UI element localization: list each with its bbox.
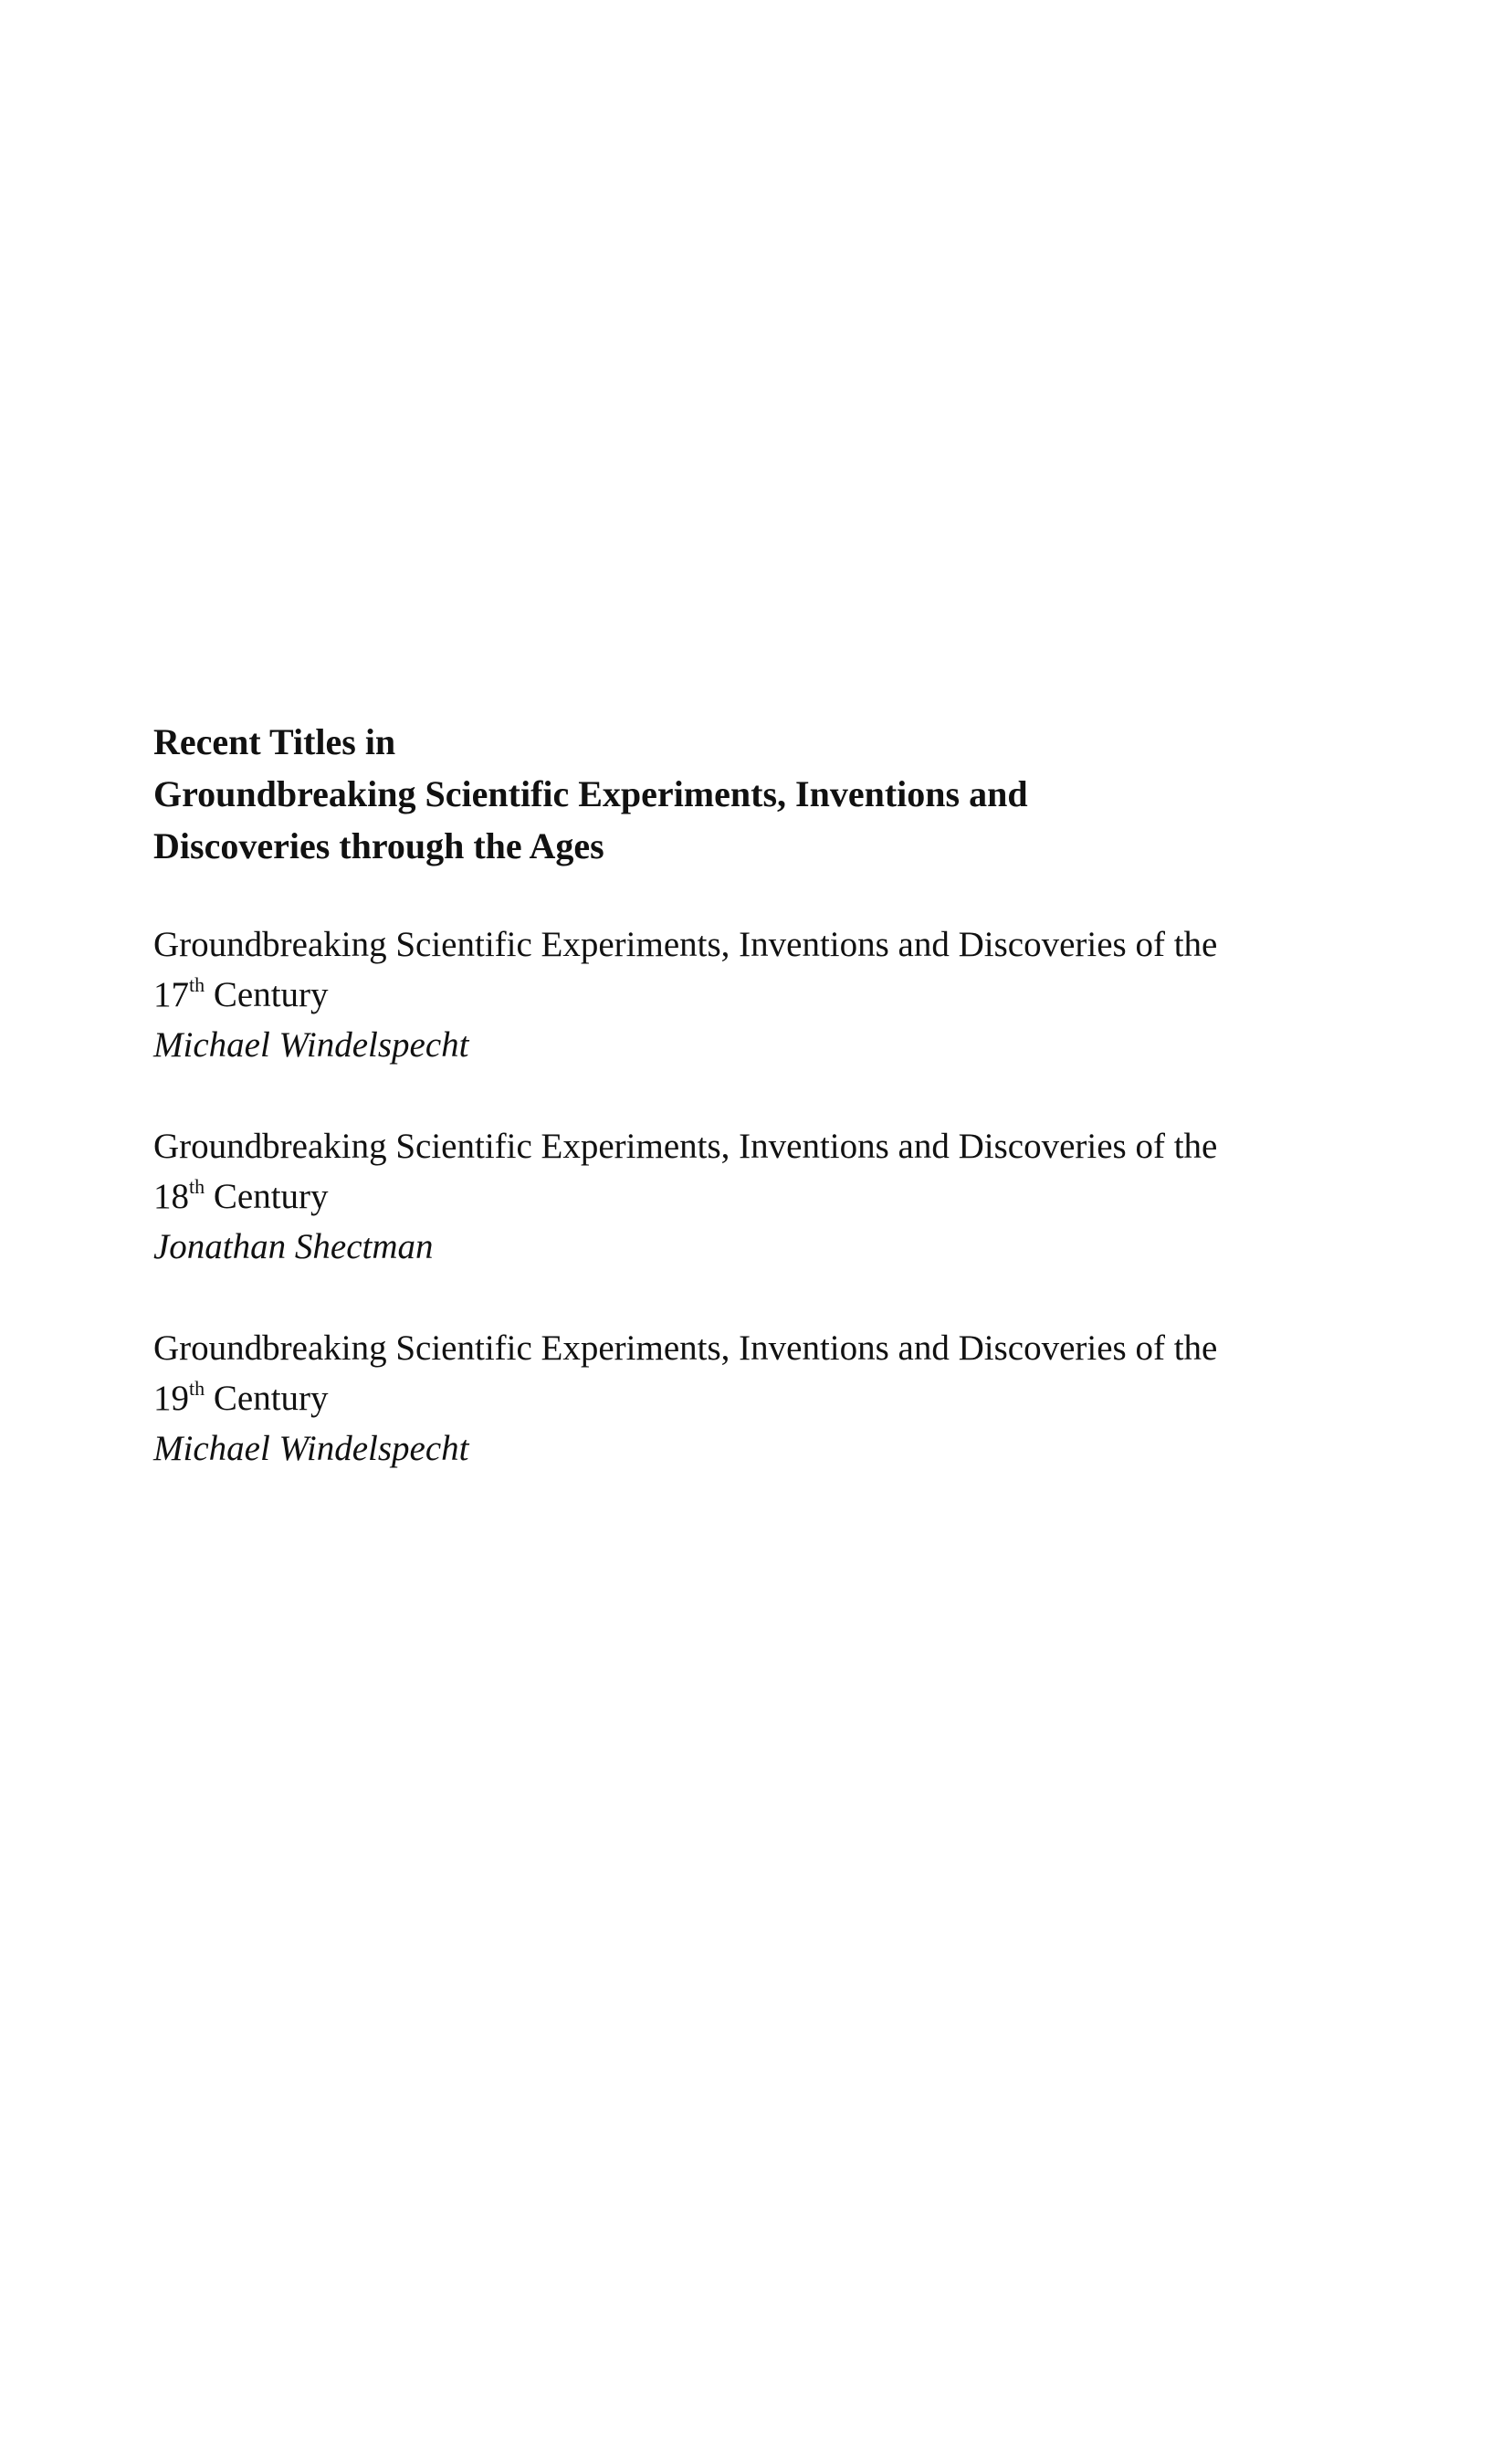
century-word: Century — [213, 1379, 329, 1418]
book-author: Jonathan Shectman — [153, 1227, 434, 1266]
title-entry-19th-century — [153, 1323, 1377, 1474]
book-author: Michael Windelspecht — [153, 1025, 469, 1065]
century-line — [153, 1171, 1377, 1222]
century-line — [153, 1373, 1377, 1423]
book-title: Groundbreaking Scientific Experiments, Inventions and Discoveries of the — [153, 1127, 1218, 1166]
series-heading-line-3: Discoveries through the Ages — [153, 825, 604, 866]
series-heading — [153, 716, 1377, 872]
series-heading-line-2: Groundbreaking Scientific Experiments, Inventions and — [153, 773, 1028, 814]
series-heading-line-1: Recent Titles in — [153, 721, 396, 762]
century-word: Century — [213, 1177, 329, 1216]
book-title: Groundbreaking Scientific Experiments, Inventions and Discoveries of the — [153, 925, 1218, 964]
book-title: Groundbreaking Scientific Experiments, Inventions and Discoveries of the — [153, 1328, 1218, 1368]
century-number: 17 — [153, 975, 189, 1014]
century-line — [153, 970, 1377, 1020]
century-suffix: th — [189, 1377, 205, 1400]
title-entry-17th-century — [153, 919, 1377, 1070]
century-suffix: th — [189, 973, 205, 996]
century-number: 19 — [153, 1379, 189, 1418]
century-word: Century — [213, 975, 329, 1014]
page-content — [153, 716, 1377, 1525]
book-author: Michael Windelspecht — [153, 1429, 469, 1468]
title-entry-18th-century — [153, 1121, 1377, 1272]
century-suffix: th — [189, 1175, 205, 1198]
century-number: 18 — [153, 1177, 189, 1216]
